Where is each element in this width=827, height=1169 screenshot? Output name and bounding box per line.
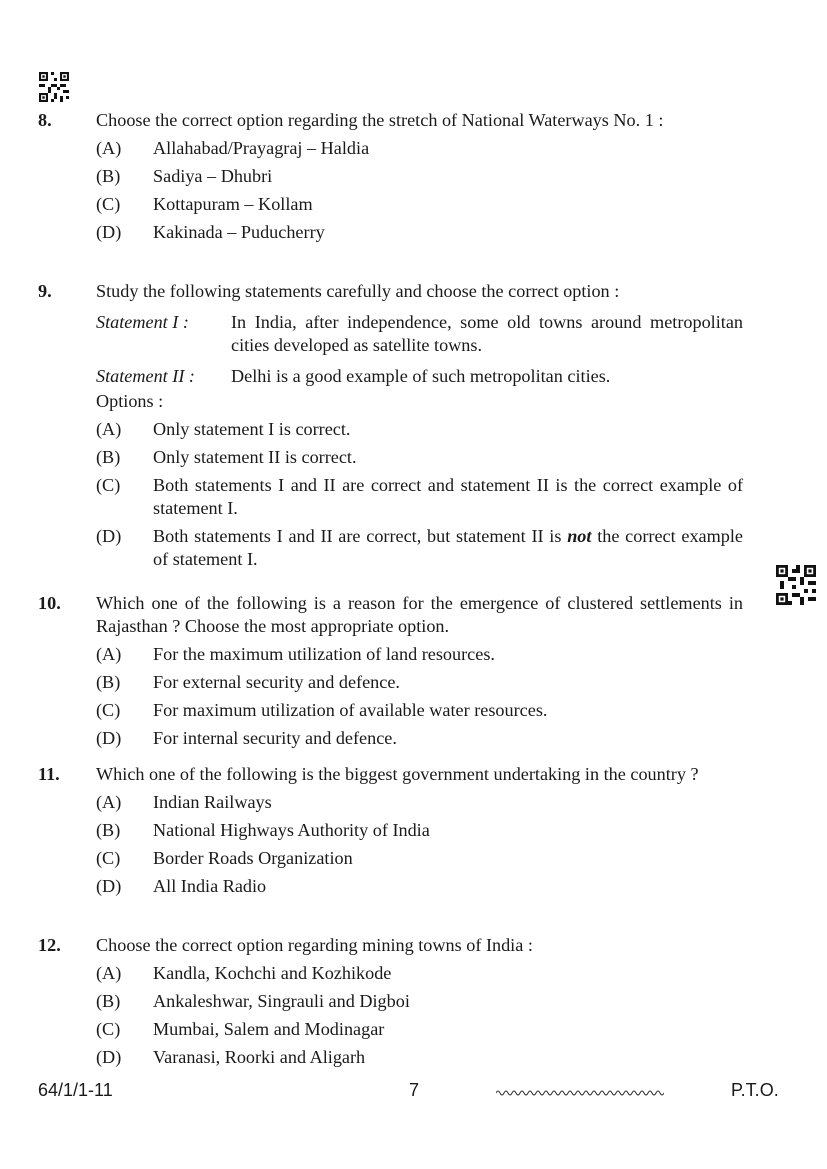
option-d[interactable] [96,221,743,244]
option-c[interactable] [96,193,743,216]
options-list [96,418,743,571]
option-c[interactable] [96,1018,743,1041]
option-label: (A) [96,644,122,664]
option-text: Only statement I is correct. [153,419,351,439]
option-text: Ankaleshwar, Singrauli and Digboi [153,991,410,1011]
question-stem: Which one of the following is a reason for the emergence of clustered settlements in Rajasthan ? Choose the most appropriate option. [96,593,743,636]
question-number: 11. [38,764,60,784]
option-text: Both statements I and II are correct and statement II is the correct example of statement I. [153,475,743,518]
option-text: Kandla, Kochchi and Kozhikode [153,963,392,983]
option-a[interactable] [96,418,743,441]
options-list [96,962,743,1069]
paper-code: 64/1/1-11 [38,1080,113,1100]
statement-text: In India, after independence, some old towns around metropolitan cities developed as satellite towns. [231,312,743,355]
option-label: (C) [96,700,121,720]
option-text: For internal security and defence. [153,728,397,748]
options-heading: Options : [96,391,164,411]
wavy-line-decoration [496,1083,664,1102]
question-number: 10. [38,593,61,613]
option-label: (D) [96,728,122,748]
option-label: (B) [96,447,121,467]
option-b[interactable] [96,990,743,1013]
statement-label: Statement I : [96,312,189,332]
option-label: (C) [96,848,121,868]
option-text-before: Both statements I and II are correct, but statement II is [153,526,562,546]
option-b[interactable] [96,819,743,842]
option-text-after: the correct example of statement I. [153,526,743,569]
question-stem: Choose the correct option regarding the stretch of National Waterways No. 1 : [96,110,664,130]
option-label: (B) [96,672,121,692]
option-a[interactable] [96,137,743,160]
option-label: (D) [96,876,122,896]
option-label: (D) [96,1047,122,1067]
question-8 [38,109,743,244]
option-text: Varanasi, Roorki and Aligarh [153,1047,366,1067]
question-number: 9. [38,281,52,301]
option-a[interactable] [96,962,743,985]
option-text: Only statement II is correct. [153,447,357,467]
option-text: For the maximum utilization of land resources. [153,644,495,664]
option-label: (B) [96,820,121,840]
option-text: Sadiya – Dhubri [153,166,273,186]
option-text: Allahabad/Prayagraj – Haldia [153,138,370,158]
option-label: (C) [96,1019,121,1039]
option-text: For maximum utilization of available water resources. [153,700,548,720]
question-12 [38,934,743,1069]
option-label: (A) [96,138,122,158]
option-c[interactable] [96,699,743,722]
statement-2 [96,365,743,388]
option-d[interactable] [96,525,743,571]
option-b[interactable] [96,165,743,188]
option-a[interactable] [96,791,743,814]
question-11 [38,763,743,898]
option-text: Mumbai, Salem and Modinagar [153,1019,385,1039]
option-d[interactable] [96,875,743,898]
question-stem: Which one of the following is the biggest government undertaking in the country ? [96,764,699,784]
option-label: (B) [96,991,121,1011]
options-list [96,791,743,898]
option-a[interactable] [96,643,743,666]
option-d[interactable] [96,727,743,750]
question-stem: Choose the correct option regarding mining towns of India : [96,935,533,955]
option-text: All India Radio [153,876,267,896]
option-text: Border Roads Organization [153,848,353,868]
question-10 [38,592,743,750]
question-number: 12. [38,935,61,955]
option-text: Kakinada – Puducherry [153,222,325,242]
option-d[interactable] [96,1046,743,1069]
option-b[interactable] [96,446,743,469]
option-label: (A) [96,419,122,439]
question-9 [38,280,743,571]
pto-label: P.T.O. [731,1080,779,1100]
option-c[interactable] [96,847,743,870]
option-text: Kottapuram – Kollam [153,194,313,214]
option-label: (A) [96,963,122,983]
option-text [153,525,743,571]
statement-1 [96,311,743,357]
page-number: 7 [409,1080,420,1100]
option-label: (D) [96,222,122,242]
option-label: (C) [96,475,121,495]
option-label: (C) [96,194,121,214]
option-c[interactable] [96,474,743,520]
question-stem: Study the following statements carefully and choose the correct option : [96,281,620,301]
option-text: Indian Railways [153,792,272,812]
options-list [96,643,743,750]
option-text-emphasis: not [567,526,592,546]
qr-code-icon [776,565,816,605]
option-label: (A) [96,792,122,812]
option-label: (D) [96,526,122,546]
option-text: For external security and defence. [153,672,400,692]
option-b[interactable] [96,671,743,694]
options-list [96,137,743,244]
option-text: National Highways Authority of India [153,820,430,840]
qr-code-icon [39,72,69,102]
option-label: (B) [96,166,121,186]
question-number: 8. [38,110,52,130]
statement-label: Statement II : [96,366,195,386]
statement-text: Delhi is a good example of such metropolitan cities. [231,366,611,386]
